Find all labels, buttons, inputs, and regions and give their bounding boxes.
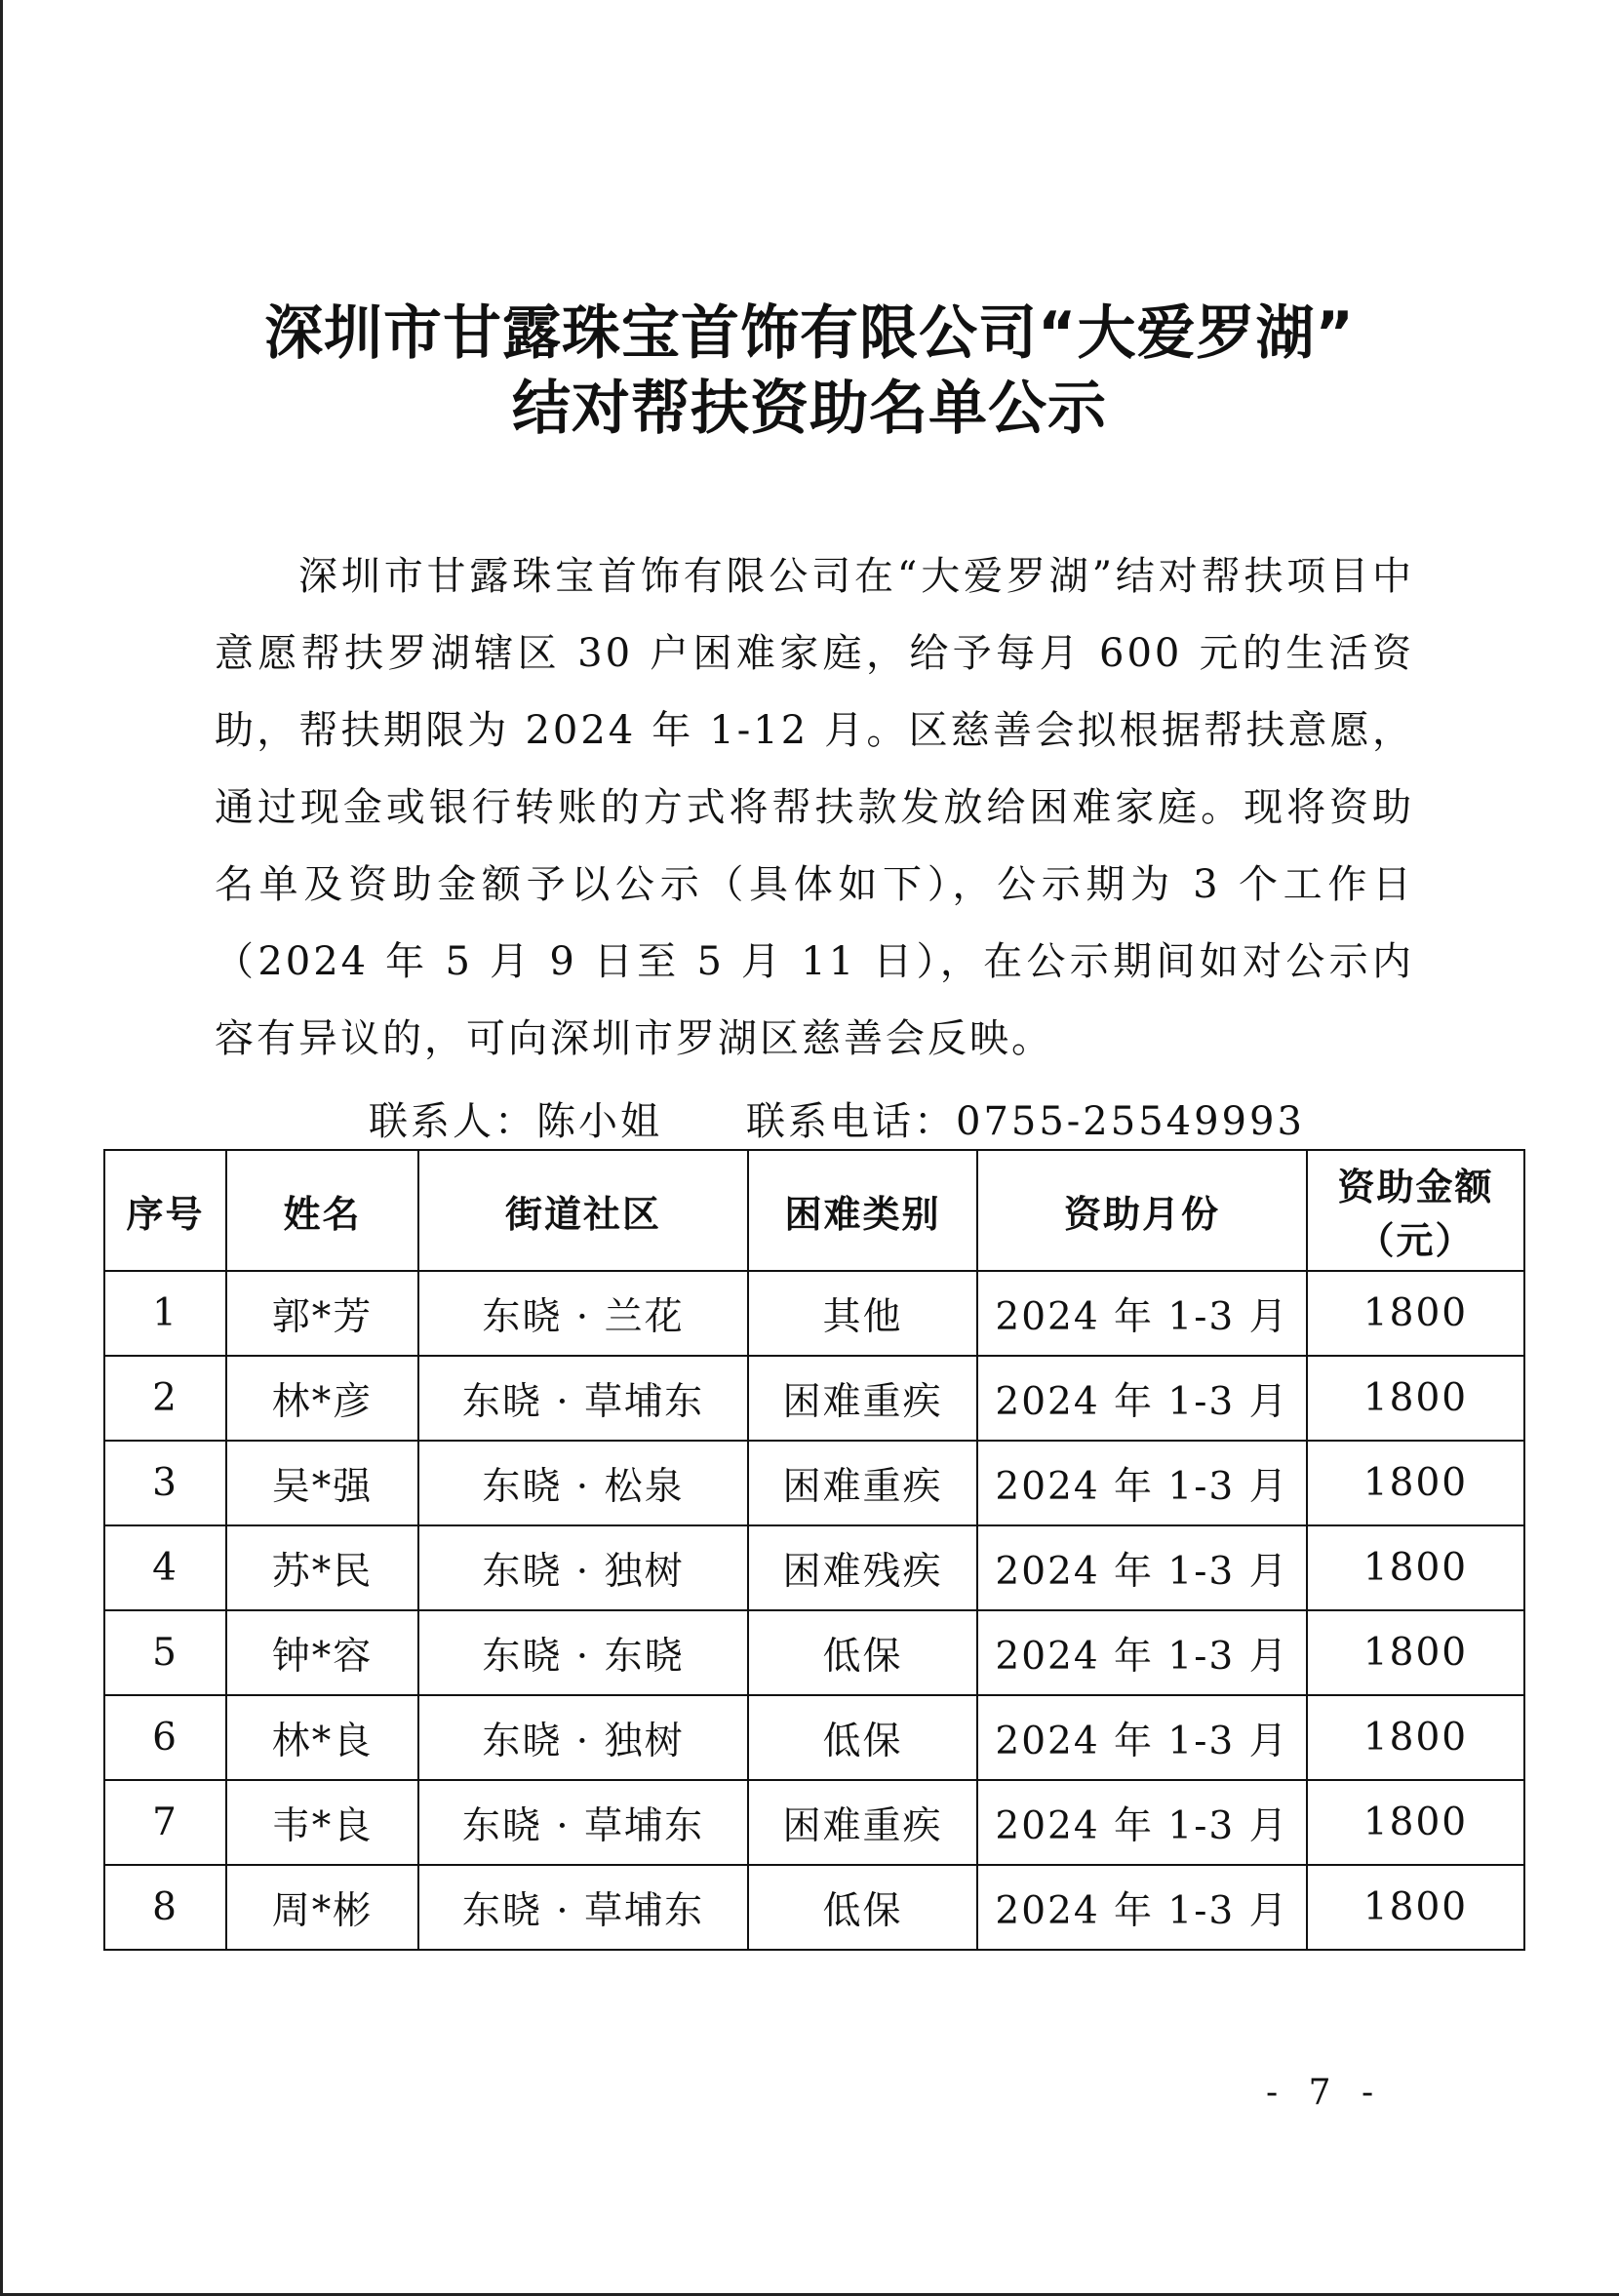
contact-phone: 联系电话：0755-25549993 [746,1099,1305,1144]
cell-serial-number: 4 [104,1525,226,1610]
cell-serial-number: 6 [104,1695,226,1780]
cell-hardship-category: 低保 [748,1865,977,1950]
cell-street-community: 东晓 · 独树 [418,1695,748,1780]
funding-list-table [103,1149,1525,1951]
cell-serial-number: 8 [104,1865,226,1950]
cell-funding-amount: 1800 [1307,1610,1524,1695]
cell-funding-amount: 1800 [1307,1695,1524,1780]
document-title-line-1: 深圳市甘露珠宝首饰有限公司“大爱罗湖” [264,299,1355,368]
cell-hardship-category: 困难重疾 [748,1441,977,1525]
table-row [104,1610,1524,1695]
announcement-paragraph: 深圳市甘露珠宝首饰有限公司在“大爱罗湖”结对帮扶项目中意愿帮扶罗湖辖区 30 户困难家庭，给予每月 600 元的生活资助，帮扶期限为 2024 年 1-12 月。区慈善会拟根据帮扶意愿，通过现金或银行转账的方式将帮扶款发放给困难家庭。现将资助名单及资助金额予以公示（具体如下），公示期为 3 个工作日（2024 年 5 月 9 日至 5 月 11 日），在公示期间如对公示内容有异议的，可向深圳市罗湖区慈善会反映。 [215,554,1414,1061]
table-row [104,1441,1524,1525]
cell-hardship-category: 困难重疾 [748,1356,977,1441]
cell-funding-months: 2024 年 1-3 月 [977,1865,1307,1950]
header-serial-number: 序号 [104,1150,226,1271]
cell-funding-amount: 1800 [1307,1271,1524,1356]
cell-serial-number: 3 [104,1441,226,1525]
cell-name: 林*良 [226,1695,418,1780]
table-row [104,1525,1524,1610]
cell-hardship-category: 低保 [748,1610,977,1695]
cell-name: 钟*容 [226,1610,418,1695]
cell-street-community: 东晓 · 兰花 [418,1271,748,1356]
cell-funding-months: 2024 年 1-3 月 [977,1695,1307,1780]
cell-funding-months: 2024 年 1-3 月 [977,1271,1307,1356]
page-number: - 7 - [1266,2073,1384,2113]
cell-name: 吴*强 [226,1441,418,1525]
contact-person: 联系人：陈小姐 [369,1099,662,1144]
cell-funding-months: 2024 年 1-3 月 [977,1780,1307,1865]
header-street-community: 街道社区 [418,1150,748,1271]
table-row [104,1865,1524,1950]
header-name: 姓名 [226,1150,418,1271]
contact-line [369,1090,1305,1146]
header-funding-amount-unit: （元） [1357,1219,1475,1262]
cell-street-community: 东晓 · 草埔东 [418,1780,748,1865]
cell-funding-months: 2024 年 1-3 月 [977,1356,1307,1441]
cell-hardship-category: 困难重疾 [748,1780,977,1865]
table-row [104,1695,1524,1780]
cell-street-community: 东晓 · 草埔东 [418,1356,748,1441]
cell-street-community: 东晓 · 草埔东 [418,1865,748,1950]
header-funding-months: 资助月份 [977,1150,1307,1271]
cell-name: 林*彦 [226,1356,418,1441]
document-title-line-2: 结对帮扶资助名单公示 [512,375,1107,443]
header-funding-amount-label: 资助金额 [1337,1166,1494,1208]
cell-funding-amount: 1800 [1307,1441,1524,1525]
cell-name: 苏*民 [226,1525,418,1610]
cell-hardship-category: 困难残疾 [748,1525,977,1610]
table-row [104,1271,1524,1356]
table-row [104,1780,1524,1865]
cell-street-community: 东晓 · 东晓 [418,1610,748,1695]
table-row [104,1356,1524,1441]
cell-funding-amount: 1800 [1307,1865,1524,1950]
cell-name: 韦*良 [226,1780,418,1865]
cell-funding-months: 2024 年 1-3 月 [977,1441,1307,1525]
cell-street-community: 东晓 · 独树 [418,1525,748,1610]
cell-name: 周*彬 [226,1865,418,1950]
cell-funding-amount: 1800 [1307,1356,1524,1441]
cell-funding-months: 2024 年 1-3 月 [977,1610,1307,1695]
header-funding-amount [1307,1150,1524,1271]
cell-hardship-category: 其他 [748,1271,977,1356]
cell-serial-number: 2 [104,1356,226,1441]
cell-street-community: 东晓 · 松泉 [418,1441,748,1525]
cell-funding-months: 2024 年 1-3 月 [977,1525,1307,1610]
cell-name: 郭*芳 [226,1271,418,1356]
cell-serial-number: 7 [104,1780,226,1865]
announcement-body [215,538,1414,1078]
cell-funding-amount: 1800 [1307,1525,1524,1610]
cell-funding-amount: 1800 [1307,1780,1524,1865]
cell-hardship-category: 低保 [748,1695,977,1780]
cell-serial-number: 1 [104,1271,226,1356]
header-hardship-category: 困难类别 [748,1150,977,1271]
table-header-row [104,1150,1524,1271]
cell-serial-number: 5 [104,1610,226,1695]
